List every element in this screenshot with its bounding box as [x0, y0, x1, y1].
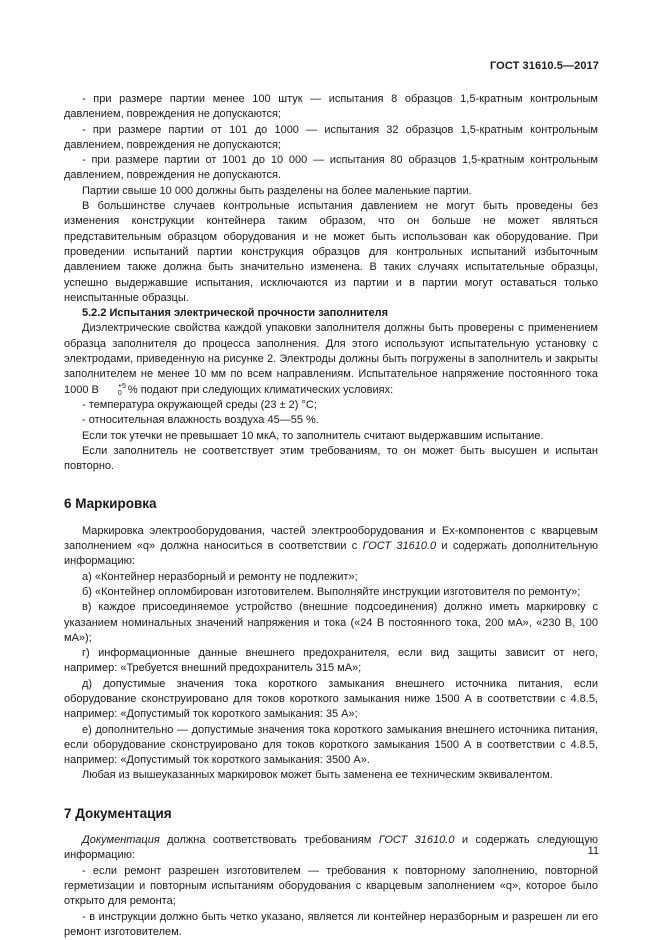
marking-item-b: б) «Контейнер опломбирован изготовителем. Выполняйте инструкции изготовителя по ремонту»;: [82, 585, 581, 598]
standard-reference: ГОСТ 31610.0: [378, 834, 455, 847]
condition-temperature: - температура окружающей среды (23 ± 2) °С;: [82, 398, 317, 411]
tolerance-upper: +5: [117, 382, 126, 390]
leakage-current-paragraph: Если ток утечки не превышает 10 мкА, то заполнитель считают выдержавшим испытание.: [82, 429, 544, 442]
documentation-item-repair: - если ремонт разрешен изготовителем — требования к повторному заполнению, повторной герметизации и повторным испытаниям оборудования с кварцевым заполнением «q», которое было открыто для ремонта;: [64, 864, 598, 908]
batch-split-paragraph: Партии свыше 10 000 должны быть разделены на более маленькие партии.: [82, 184, 472, 197]
tolerance-lower: 0: [117, 389, 122, 397]
batch-item-large: - при размере партии от 1001 до 10 000 — испытания 80 образцов 1,5-кратным контрольным давлением, повреждения не допускаются.: [64, 154, 598, 182]
marking-item-d: г) информационные данные внешнего предохранителя, если вид защиты зависит от него, например: «Требуется внешний предохранитель 315 мА»;: [64, 647, 598, 675]
marking-intro-text-end: и содержать дополнительную информацию:: [64, 540, 598, 568]
subsection-heading: 5.2.2 Испытания электрической прочности заполнителя: [82, 307, 389, 320]
standard-reference: ГОСТ 31610.0: [362, 540, 437, 553]
page-number: 11: [587, 845, 599, 857]
marking-item-c: в) каждое присоединяемое устройство (внешние подсоединения) должно иметь маркировку с указанием номинальных значений напряжения и тока («24 В постоянного тока, 200 мА», «230 В, 100 мА»);: [64, 601, 598, 644]
marking-item-a: а) «Контейнер неразборный и ремонту не подлежит»;: [82, 570, 358, 583]
dielectric-test-paragraph: [64, 321, 598, 397]
marking-item-e: д) допустимые значения тока короткого замыкания внешнего источника питания, если оборудование сконструировано для токов короткого замыкания ниже 1500 А в соответствии с 4.8.5, например: «Допустимый ток короткого замыкания: 35 А»;: [64, 677, 598, 721]
section-heading-marking: 6 Маркировка: [64, 496, 157, 512]
standard-header: ГОСТ 31610.5—2017: [489, 60, 599, 72]
documentation-intro: [64, 833, 598, 864]
documentation-term: Документация: [82, 834, 160, 847]
documentation-item-instructions: - в инструкции должно быть четко указано, является ли контейнер неразборным и разрешен ли его ремонт изготовителем.: [64, 910, 598, 938]
marking-item-f: е) дополнительно — допустимые значения тока короткого замыкания внешнего источника питания, если оборудование сконструировано для токов короткого замыкания 1500 А в соответствии с 4.8.5, например: «Допустимый ток короткого замыкания: 3500 А».: [64, 723, 598, 767]
voltage-tolerance: [100, 383, 126, 397]
marking-intro-text: Маркировка электрооборудования, частей электрооборудования и Ex-компонентов с кварцевым заполнением «q» должна наноситься в соответствии с: [64, 524, 598, 553]
retest-paragraph: Если заполнитель не соответствует этим требованиям, то он может быть высушен и испытан повторно.: [64, 444, 598, 473]
marking-intro: [64, 524, 598, 570]
marking-equivalent-note: Любая из вышеуказанных маркировок может быть заменена ее техническим эквивалентом.: [82, 769, 553, 782]
section-heading-documentation: 7 Документация: [64, 805, 172, 821]
dielectric-text-before: Диэлектрические свойства каждой упаковки заполнителя должны быть проверены с применением образца заполнителя до процесса заполнения. Для этого используют испытательную установку с электродами, приведенную на рисунке 2. Электроды должны быть погружены в заполнитель и закрыты заполнителем не менее 10 мм по всем направлениям. Испытательное напряжение постоянного тока 1000 В: [64, 322, 598, 396]
page-content: [64, 92, 598, 940]
batch-item-medium: - при размере партии от 101 до 1000 — испытания 32 образцов 1,5-кратным контрольным давлением, повреждения не допускаются;: [64, 123, 598, 151]
condition-humidity: - относительная влажность воздуха 45—55 %.: [82, 414, 319, 427]
documentation-intro-text: должна соответствовать требованиям: [159, 834, 379, 847]
pressure-test-paragraph: В большинстве случаев контрольные испытания давлением не могут быть проведены без изменения конструкции контейнера таким образом, что он больше не может являться представительным образцом оборудования и не может быть использован как оборудование. При проведении испытаний партии конструкция образцов для контрольных испытаний избыточным давлением также должна быть значительно изменена. В таких случаях испытательные образцы, успешно выдержавшие испытания, исключаются из партии и в партии могут оставаться только неиспытанные образцы.: [64, 200, 598, 304]
batch-item-small: - при размере партии менее 100 штук — испытания 8 образцов 1,5-кратным контрольным давлением, повреждения не допускаются;: [64, 93, 598, 121]
documentation-intro-text-end: и содержать следующую информацию:: [64, 834, 599, 862]
dielectric-text-after: % подают при следующих климатических условиях:: [127, 383, 394, 396]
